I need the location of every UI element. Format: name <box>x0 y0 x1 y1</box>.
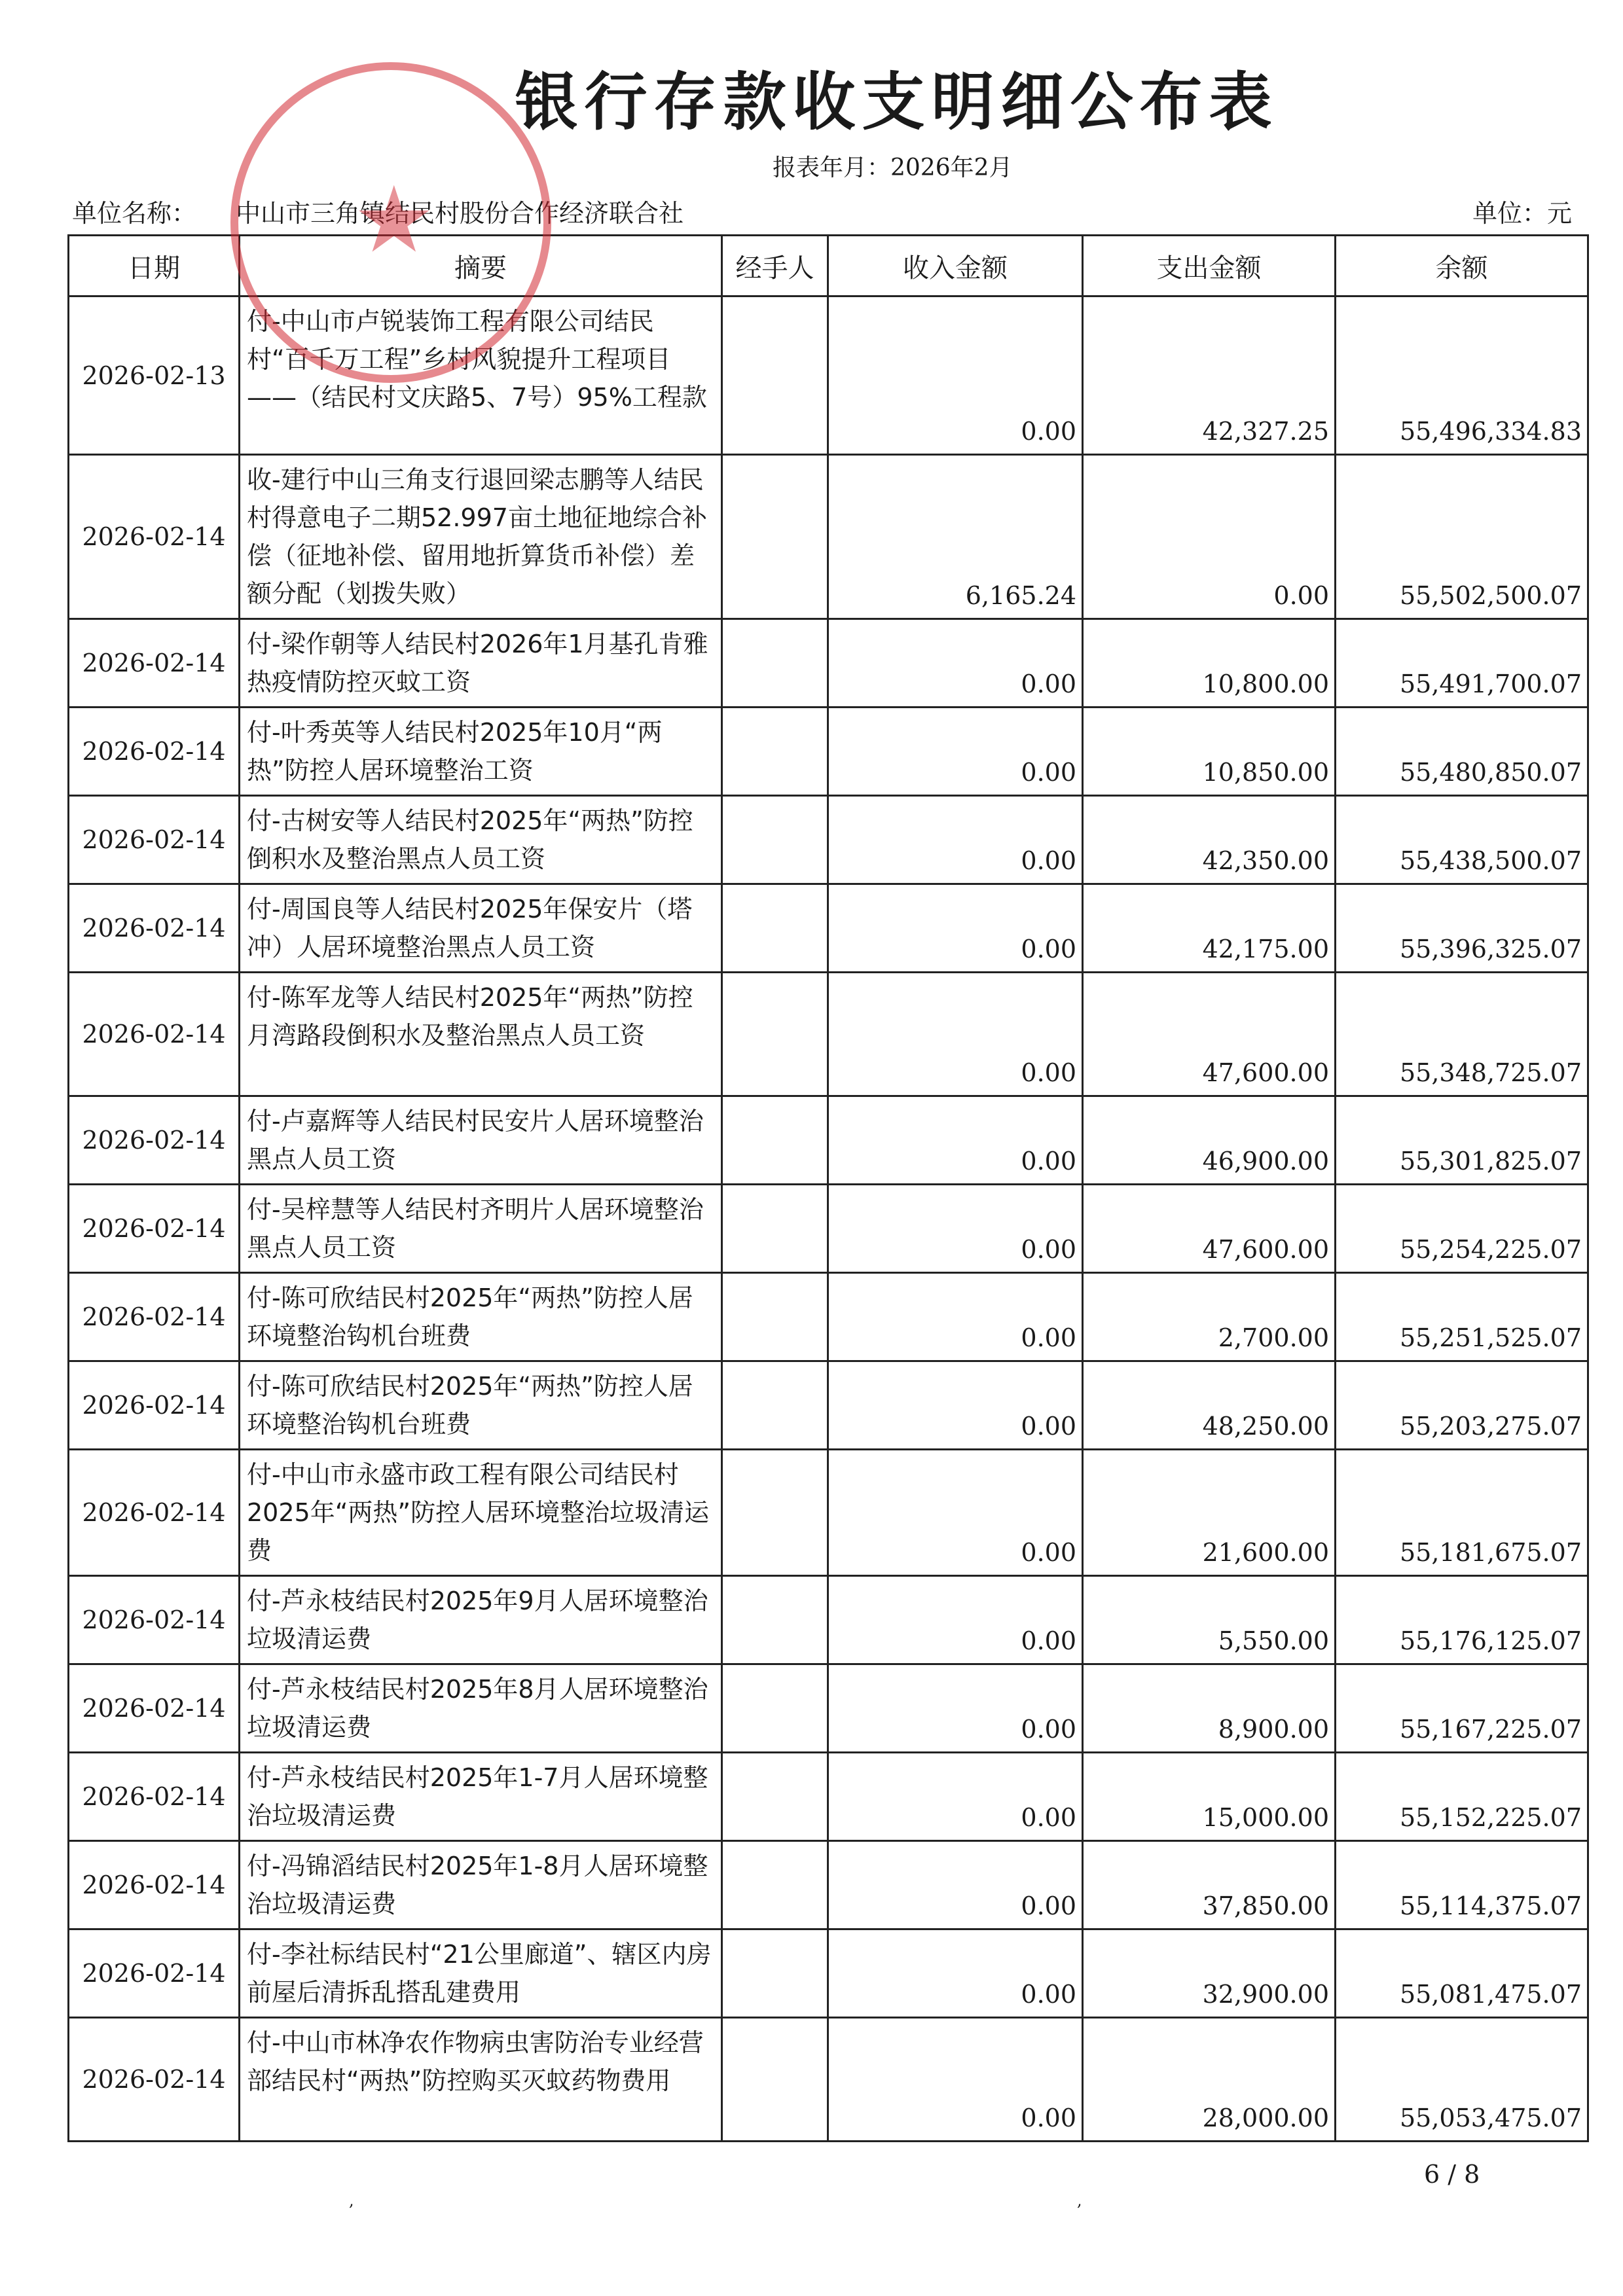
row-income: 0.00 <box>828 1753 1083 1841</box>
row-balance: 55,251,525.07 <box>1336 1273 1588 1361</box>
row-summary: 付-芦永枝结民村2025年1-7月人居环境整治垃圾清运费 <box>240 1753 722 1841</box>
row-income: 0.00 <box>828 1185 1083 1273</box>
table-row <box>69 1664 1588 1753</box>
row-balance: 55,176,125.07 <box>1336 1576 1588 1664</box>
row-balance: 55,114,375.07 <box>1336 1841 1588 1929</box>
row-date: 2026-02-14 <box>69 1185 240 1273</box>
row-balance: 55,053,475.07 <box>1336 2018 1588 2142</box>
row-expense: 21,600.00 <box>1083 1450 1336 1576</box>
row-income: 0.00 <box>828 708 1083 796</box>
row-date: 2026-02-14 <box>69 455 240 619</box>
row-handler <box>722 1576 828 1664</box>
row-income: 0.00 <box>828 1273 1083 1361</box>
row-summary: 付-陈军龙等人结民村2025年“两热”防控月湾路段倒积水及整治黑点人员工资 <box>240 973 722 1096</box>
table-row <box>69 1753 1588 1841</box>
header-income: 收入金额 <box>828 236 1083 296</box>
row-summary: 收-建行中山三角支行退回梁志鹏等人结民村得意电子二期52.997亩土地征地综合补偿（征地补偿、留用地折算货币补偿）差额分配（划拨失败） <box>240 455 722 619</box>
header-handler: 经手人 <box>722 236 828 296</box>
row-date: 2026-02-14 <box>69 619 240 708</box>
row-income: 0.00 <box>828 1841 1083 1929</box>
header-balance: 余额 <box>1336 236 1588 296</box>
row-date: 2026-02-14 <box>69 1664 240 1753</box>
row-balance: 55,081,475.07 <box>1336 1929 1588 2018</box>
row-balance: 55,167,225.07 <box>1336 1664 1588 1753</box>
row-balance: 55,181,675.07 <box>1336 1450 1588 1576</box>
row-handler <box>722 1096 828 1185</box>
ledger-table <box>67 234 1589 2142</box>
row-balance: 55,152,225.07 <box>1336 1753 1588 1841</box>
row-summary: 付-冯锦滔结民村2025年1-8月人居环境整治垃圾清运费 <box>240 1841 722 1929</box>
row-income: 0.00 <box>828 1929 1083 2018</box>
row-income: 0.00 <box>828 2018 1083 2142</box>
row-expense: 42,175.00 <box>1083 884 1336 973</box>
row-expense: 42,327.25 <box>1083 296 1336 455</box>
row-summary: 付-中山市卢锐装饰工程有限公司结民村“百千万工程”乡村风貌提升工程项目——（结民村文庆路5、7号）95%工程款 <box>240 296 722 455</box>
row-date: 2026-02-14 <box>69 1361 240 1450</box>
row-handler <box>722 1841 828 1929</box>
row-handler <box>722 1450 828 1576</box>
row-handler <box>722 296 828 455</box>
table-row <box>69 973 1588 1096</box>
row-date: 2026-02-14 <box>69 884 240 973</box>
row-expense: 48,250.00 <box>1083 1361 1336 1450</box>
table-row <box>69 2018 1588 2142</box>
row-handler <box>722 1929 828 2018</box>
table-row <box>69 619 1588 708</box>
header-summary: 摘要 <box>240 236 722 296</box>
footer-mark: , <box>349 2191 354 2210</box>
row-date: 2026-02-14 <box>69 1576 240 1664</box>
row-expense: 10,850.00 <box>1083 708 1336 796</box>
table-row <box>69 1929 1588 2018</box>
row-expense: 15,000.00 <box>1083 1753 1336 1841</box>
currency-unit: 单位：元 <box>1472 199 1572 228</box>
row-balance: 55,438,500.07 <box>1336 796 1588 884</box>
table-row <box>69 708 1588 796</box>
row-balance: 55,480,850.07 <box>1336 708 1588 796</box>
row-date: 2026-02-13 <box>69 296 240 455</box>
row-handler <box>722 708 828 796</box>
row-handler <box>722 1753 828 1841</box>
footer-mark: , <box>1077 2191 1082 2210</box>
row-summary: 付-中山市林净农作物病虫害防治专业经营部结民村“两热”防控购买灭蚊药物费用 <box>240 2018 722 2142</box>
row-date: 2026-02-14 <box>69 973 240 1096</box>
row-date: 2026-02-14 <box>69 1753 240 1841</box>
row-expense: 46,900.00 <box>1083 1096 1336 1185</box>
row-expense: 10,800.00 <box>1083 619 1336 708</box>
row-handler <box>722 884 828 973</box>
row-income: 6,165.24 <box>828 455 1083 619</box>
row-handler <box>722 973 828 1096</box>
row-income: 0.00 <box>828 796 1083 884</box>
table-row <box>69 296 1588 455</box>
table-row <box>69 1576 1588 1664</box>
table-row <box>69 455 1588 619</box>
row-handler <box>722 455 828 619</box>
table-row <box>69 884 1588 973</box>
row-balance: 55,496,334.83 <box>1336 296 1588 455</box>
row-income: 0.00 <box>828 1096 1083 1185</box>
row-balance: 55,502,500.07 <box>1336 455 1588 619</box>
row-expense: 5,550.00 <box>1083 1576 1336 1664</box>
row-income: 0.00 <box>828 296 1083 455</box>
row-summary: 付-中山市永盛市政工程有限公司结民村2025年“两热”防控人居环境整治垃圾清运费 <box>240 1450 722 1576</box>
document-title: 银行存款收支明细公布表 <box>515 65 1279 139</box>
row-date: 2026-02-14 <box>69 1273 240 1361</box>
row-income: 0.00 <box>828 1664 1083 1753</box>
table-row <box>69 796 1588 884</box>
page-number: 6 / 8 <box>1424 2160 1480 2189</box>
report-period: 报表年月：2026年2月 <box>773 154 1013 181</box>
row-summary: 付-陈可欣结民村2025年“两热”防控人居环境整治钩机台班费 <box>240 1361 722 1450</box>
row-date: 2026-02-14 <box>69 1841 240 1929</box>
row-balance: 55,491,700.07 <box>1336 619 1588 708</box>
header-expense: 支出金额 <box>1083 236 1336 296</box>
row-balance: 55,203,275.07 <box>1336 1361 1588 1450</box>
row-expense: 2,700.00 <box>1083 1273 1336 1361</box>
row-handler <box>722 1361 828 1450</box>
row-expense: 42,350.00 <box>1083 796 1336 884</box>
row-income: 0.00 <box>828 973 1083 1096</box>
table-row <box>69 1841 1588 1929</box>
row-balance: 55,348,725.07 <box>1336 973 1588 1096</box>
row-date: 2026-02-14 <box>69 1096 240 1185</box>
row-income: 0.00 <box>828 1576 1083 1664</box>
row-income: 0.00 <box>828 1450 1083 1576</box>
row-date: 2026-02-14 <box>69 2018 240 2142</box>
row-expense: 32,900.00 <box>1083 1929 1336 2018</box>
table-row <box>69 1185 1588 1273</box>
row-expense: 37,850.00 <box>1083 1841 1336 1929</box>
table-row <box>69 1450 1588 1576</box>
row-expense: 0.00 <box>1083 455 1336 619</box>
row-income: 0.00 <box>828 1361 1083 1450</box>
row-handler <box>722 1664 828 1753</box>
row-summary: 付-李社标结民村“21公里廊道”、辖区内房前屋后清拆乱搭乱建费用 <box>240 1929 722 2018</box>
row-expense: 8,900.00 <box>1083 1664 1336 1753</box>
row-expense: 47,600.00 <box>1083 1185 1336 1273</box>
table-row <box>69 1361 1588 1450</box>
row-expense: 47,600.00 <box>1083 973 1336 1096</box>
organization-label: 单位名称： <box>72 199 197 228</box>
row-summary: 付-古树安等人结民村2025年“两热”防控倒积水及整治黑点人员工资 <box>240 796 722 884</box>
row-date: 2026-02-14 <box>69 796 240 884</box>
row-summary: 付-梁作朝等人结民村2026年1月基孔肯雅热疫情防控灭蚊工资 <box>240 619 722 708</box>
row-summary: 付-叶秀英等人结民村2025年10月“两热”防控人居环境整治工资 <box>240 708 722 796</box>
row-handler <box>722 619 828 708</box>
seal-star-icon: ★ <box>353 167 435 274</box>
row-summary: 付-周国良等人结民村2025年保安片（塔冲）人居环境整治黑点人员工资 <box>240 884 722 973</box>
row-balance: 55,301,825.07 <box>1336 1096 1588 1185</box>
row-expense: 28,000.00 <box>1083 2018 1336 2142</box>
row-income: 0.00 <box>828 884 1083 973</box>
row-handler <box>722 2018 828 2142</box>
organization-name: 中山市三角镇结民村股份合作经济联合社 <box>236 199 684 228</box>
table-row <box>69 1273 1588 1361</box>
row-income: 0.00 <box>828 619 1083 708</box>
row-summary: 付-吴梓慧等人结民村齐明片人居环境整治黑点人员工资 <box>240 1185 722 1273</box>
row-handler <box>722 1185 828 1273</box>
organization-line <box>72 193 684 229</box>
row-date: 2026-02-14 <box>69 1929 240 2018</box>
row-balance: 55,396,325.07 <box>1336 884 1588 973</box>
row-summary: 付-陈可欣结民村2025年“两热”防控人居环境整治钩机台班费 <box>240 1273 722 1361</box>
table-row <box>69 1096 1588 1185</box>
row-summary: 付-芦永枝结民村2025年8月人居环境整治垃圾清运费 <box>240 1664 722 1753</box>
row-balance: 55,254,225.07 <box>1336 1185 1588 1273</box>
row-summary: 付-芦永枝结民村2025年9月人居环境整治垃圾清运费 <box>240 1576 722 1664</box>
row-date: 2026-02-14 <box>69 1450 240 1576</box>
row-summary: 付-卢嘉辉等人结民村民安片人居环境整治黑点人员工资 <box>240 1096 722 1185</box>
header-date: 日期 <box>69 236 240 296</box>
row-handler <box>722 796 828 884</box>
row-handler <box>722 1273 828 1361</box>
table-header-row <box>69 236 1588 296</box>
row-date: 2026-02-14 <box>69 708 240 796</box>
